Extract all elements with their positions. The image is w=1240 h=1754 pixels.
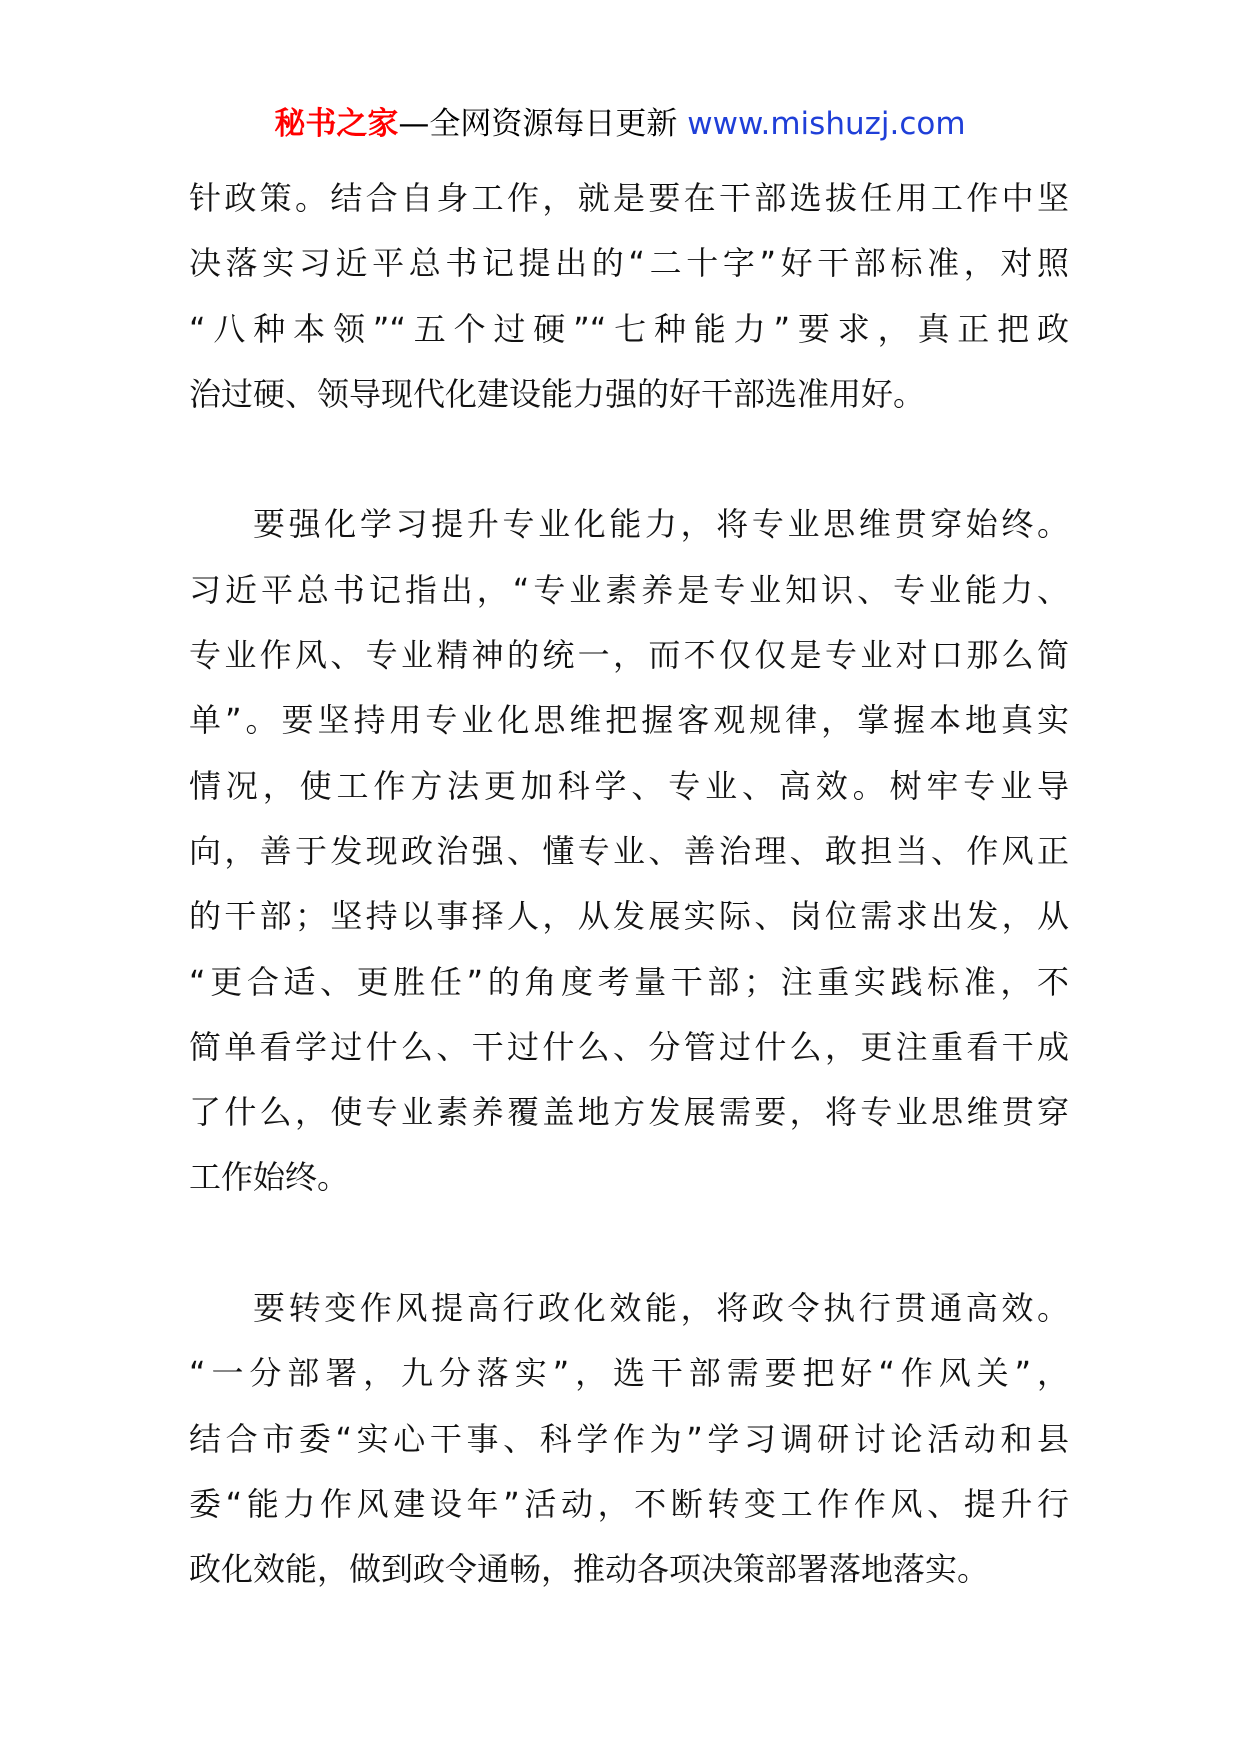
brand-name: 秘书之家	[274, 106, 399, 142]
text-line: 政化效能，做到政令通畅，推动各项决策部署落地落实。	[189, 1550, 990, 1589]
text-line: 了什么，使专业素养覆盖地方发展需要，将专业思维贯穿	[189, 1093, 1069, 1132]
paragraph-1	[189, 166, 1069, 427]
text-line: 结合市委“实心干事、科学作为”学习调研讨论活动和县	[189, 1419, 1069, 1458]
text-line: 专业作风、专业精神的统一，而不仅仅是专业对口那么简	[189, 636, 1069, 675]
site-url-link[interactable]: www.mishuzj.com	[687, 106, 966, 142]
text-line: 向，善于发现政治强、懂专业、善治理、敢担当、作风正	[189, 831, 1069, 870]
text-line: 情况，使工作方法更加科学、专业、高效。树牢专业导	[189, 766, 1069, 805]
text-line: “更合适、更胜任”的角度考量干部；注重实践标准，不	[189, 962, 1069, 1001]
paragraph-spacer	[189, 427, 1069, 492]
text-line-first: 要强化学习提升专业化能力，将专业思维贯穿始终。	[253, 505, 1069, 544]
page-header	[0, 100, 1240, 148]
text-line: 的干部；坚持以事择人，从发展实际、岗位需求出发，从	[189, 897, 1069, 936]
text-line: 工作始终。	[189, 1158, 350, 1197]
text-line: “一分部署，九分落实”，选干部需要把好“作风关”，	[189, 1354, 1069, 1393]
text-line: 针政策。结合自身工作，就是要在干部选拔任用工作中坚	[189, 179, 1069, 217]
paragraph-3	[189, 1276, 1069, 1602]
paragraph-2	[189, 492, 1069, 1210]
text-line: 单”。要坚持用专业化思维把握客观规律，掌握本地真实	[189, 701, 1069, 740]
text-line-first: 要转变作风提高行政化效能，将政令执行贯通高效。	[253, 1289, 1069, 1328]
text-line: 治过硬、领导现代化建设能力强的好干部选准用好。	[189, 374, 926, 413]
text-line: 简单看学过什么、干过什么、分管过什么，更注重看干成	[189, 1027, 1069, 1066]
header-tagline: —全网资源每日更新	[398, 106, 678, 142]
paragraph-spacer	[189, 1211, 1069, 1276]
text-line: 决落实习近平总书记提出的“二十字”好干部标准，对照	[189, 244, 1069, 283]
text-line: 委“能力作风建设年”活动，不断转变工作作风、提升行	[189, 1484, 1069, 1523]
text-line: “八种本领”“五个过硬”“七种能力”要求，真正把政	[189, 309, 1069, 348]
document-body	[189, 166, 1069, 1603]
text-line: 习近平总书记指出，“专业素养是专业知识、专业能力、	[189, 570, 1069, 609]
